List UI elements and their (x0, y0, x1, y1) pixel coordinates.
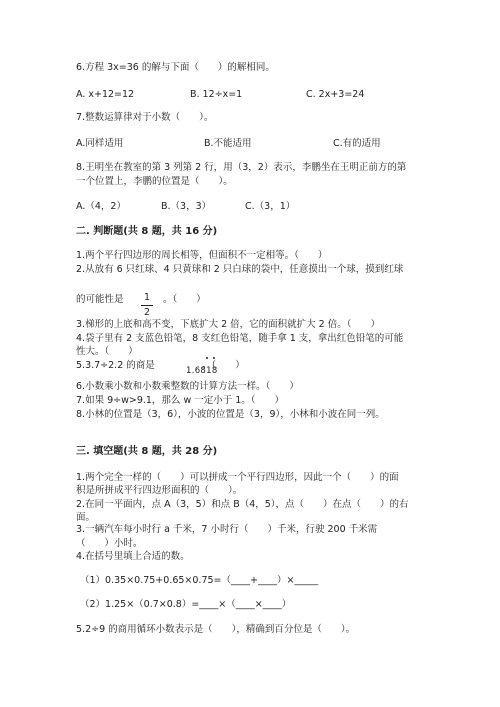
fill-item-4-part-2: （2）1.25×（0.7×0.8）=____×（____×____） (80, 599, 292, 610)
fill-item-3: 3.一辆汽车每小时行 a 千米，7 小时行（ ）千米，行驶 200 千米需 (76, 524, 378, 535)
question-6-option-a: A. x+12=12 (76, 89, 135, 100)
judge-item-2-continued: 的可能性是 (76, 294, 124, 305)
judge-item-7: 7.如果 9÷w>9.1，那么 w 一定小于 1。（ ） (76, 395, 285, 406)
question-7-option-a: A.同样适用 (76, 138, 124, 149)
question-7-text: 7.整数运算律对于小数（ ）。 (76, 112, 214, 123)
fraction-numerator: 1 (143, 292, 151, 303)
judge-item-4-continued: 性大。（ ） (76, 346, 138, 357)
repeating-dot-2 (213, 357, 215, 359)
repeating-dot-1 (206, 357, 208, 359)
section-3-title: 三. 填空题(共 8 题，共 28 分) (76, 446, 218, 457)
question-8-option-b: B.（3，3） (161, 201, 212, 212)
question-6-option-c: C. 2x+3=24 (306, 89, 365, 100)
fill-item-4: 4.在括号里填上合适的数。 (76, 551, 190, 562)
fill-item-3-continued: （ ）小时。 (76, 538, 143, 549)
question-8-option-a: A.（4，2） (76, 201, 126, 212)
judge-item-5: 5.3.7÷2.2 的商是 (76, 360, 155, 371)
question-6-option-b: B. 12÷x=1 (190, 89, 243, 100)
judge-item-6: 6.小数乘小数和小数乘整数的计算方法一样。（ ） (76, 381, 299, 392)
fraction-denominator: 2 (143, 307, 151, 318)
judge-item-3: 3.梯形的上底和高不变，下底扩大 2 倍，它的面积就扩大 2 倍。（ ） (76, 319, 380, 330)
fill-item-1-continued: 积是所拼成平行四边形面积的（ ）。 (76, 485, 243, 496)
question-6-text: 6.方程 3x=36 的解与下面（ ）的解相同。 (76, 62, 275, 73)
fill-item-1: 1.两个完全一样的（ ）可以拼成一个平行四边形，因此一个（ ）的面 (76, 472, 399, 483)
fill-item-2-continued: 面。 (76, 512, 96, 523)
fill-item-2: 2.在同一平面内，点 A（3，5）和点 B（4，5），点（ ）在点（ ）的右 (76, 499, 409, 510)
judge-item-8: 8.小林的位置是（3，6），小波的位置是（3，9），小林和小波在同一列。 (76, 409, 385, 420)
question-7-option-b: B.不能适用 (204, 138, 252, 149)
question-8-line-2: 一个位置上，李鹏的位置是（ ）。 (76, 176, 233, 187)
fraction-bar (141, 305, 153, 306)
repeating-decimal: 1.6818 (186, 366, 218, 376)
question-8-option-c: C.（3，1） (245, 201, 296, 212)
question-8-line-1: 8.王明坐在教室的第 3 列第 2 行，用（3，2）表示，李鹏坐在王明正前方的第 (76, 162, 407, 173)
section-2-title: 二. 判断题(共 8 题，共 16 分) (76, 226, 218, 237)
question-7-option-c: C.有的适用 (333, 138, 381, 149)
fill-item-5: 5.2÷9 的商用循环小数表示是（ ），精确到百分位是（ ）。 (76, 624, 356, 635)
probability-fraction (141, 292, 153, 319)
fill-item-4-part-1: （1）0.35×0.75+0.65×0.75=（____+____）×_____ (80, 575, 319, 586)
judge-item-2: 2.从放有 6 只红球、4 只黄球和 2 只白球的袋中，任意摸出一个球，摸到红球 (76, 264, 404, 275)
judge-item-5-answer: 。（ ） (202, 360, 245, 371)
judge-item-2-answer: 。（ ） (163, 294, 206, 305)
judge-item-4: 4.袋子里有 2 支蓝色铅笔，8 支红色铅笔，随手拿 1 支，拿出红色铅笔的可能 (76, 333, 404, 344)
judge-item-1: 1.两个平行四边形的周长相等，但面积不一定相等。（ ） (76, 250, 328, 261)
